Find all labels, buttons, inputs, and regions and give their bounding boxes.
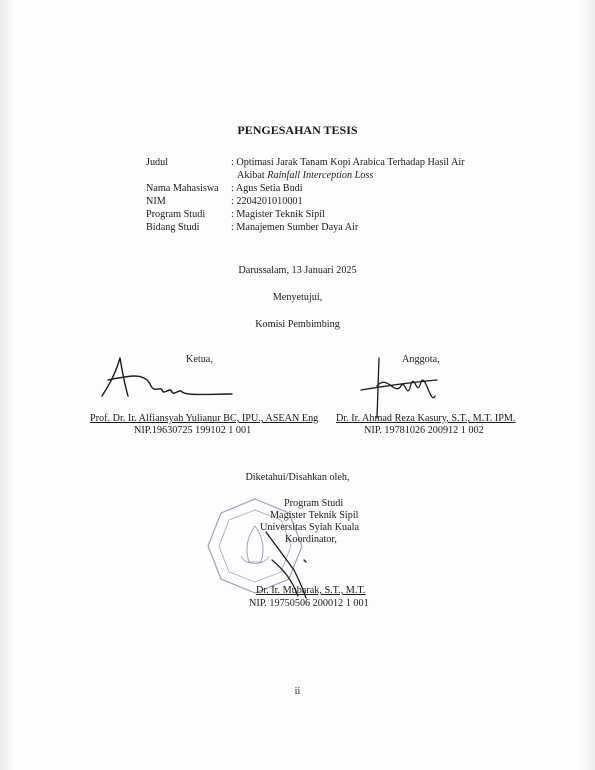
detail-label-title: Judul (146, 157, 169, 168)
program-line-4: Koordinator, (285, 534, 337, 545)
member-name: Dr. Ir. Ahmad Reza Kasury, S.T., M.T. IPM. (336, 413, 516, 424)
detail-value-title-line2 (237, 170, 373, 182)
coordinator-name: Dr. Ir. Mubarak, S.T., M.T. (256, 585, 366, 596)
scan-shadow-left (0, 0, 14, 770)
detail-value-title: : Optimasi Jarak Tanam Kopi Arabica Terhadap Hasil Air (231, 157, 465, 168)
member-nip: NIP. 19781026 200912 1 002 (364, 425, 484, 436)
scan-shadow-right (581, 0, 595, 770)
acknowledged-text: Diketahui/Disahkan oleh, (245, 472, 350, 483)
chair-name: Prof. Dr. Ir. Alfiansyah Yulianur BC, IPU., ASEAN Eng (90, 413, 319, 424)
chair-nip: NIP.19630725 199102 1 001 (134, 425, 252, 436)
approval-text: Menyetujui, (272, 292, 323, 303)
program-line-3: Universitas Syiah Kuala (260, 522, 360, 533)
detail-label-field: Bidang Studi (146, 222, 200, 233)
detail-value-student-name: : Agus Setia Budi (231, 183, 303, 194)
member-role: Anggota, (402, 354, 440, 365)
title-line2-italic: Rainfall Interception Loss (267, 170, 374, 181)
document-title: PENGESAHAN TESIS (237, 123, 358, 137)
chair-role: Ketua, (186, 354, 213, 365)
title-line2-prefix: Akibat (237, 170, 268, 181)
detail-label-student-name: Nama Mahasiswa (146, 183, 219, 194)
coordinator-nip: NIP. 19750506 200012 1 001 (249, 598, 369, 609)
detail-value-program: : Magister Teknik Sipil (231, 209, 325, 220)
detail-value-field: : Manajemen Sumber Daya Air (231, 222, 359, 233)
committee-heading: Komisi Pembimbing (255, 319, 340, 330)
chair-signature (98, 350, 238, 410)
detail-label-program: Program Studi (146, 209, 206, 220)
detail-value-nim: : 2204201010001 (231, 196, 303, 207)
place-date: Darussalam, 13 Januari 2025 (238, 265, 357, 276)
page-number: ii (294, 686, 301, 697)
detail-label-nim: NIM (146, 196, 166, 207)
program-line-1: Program Studi (284, 498, 344, 509)
program-line-2: Magister Teknik Sipil (270, 510, 359, 521)
